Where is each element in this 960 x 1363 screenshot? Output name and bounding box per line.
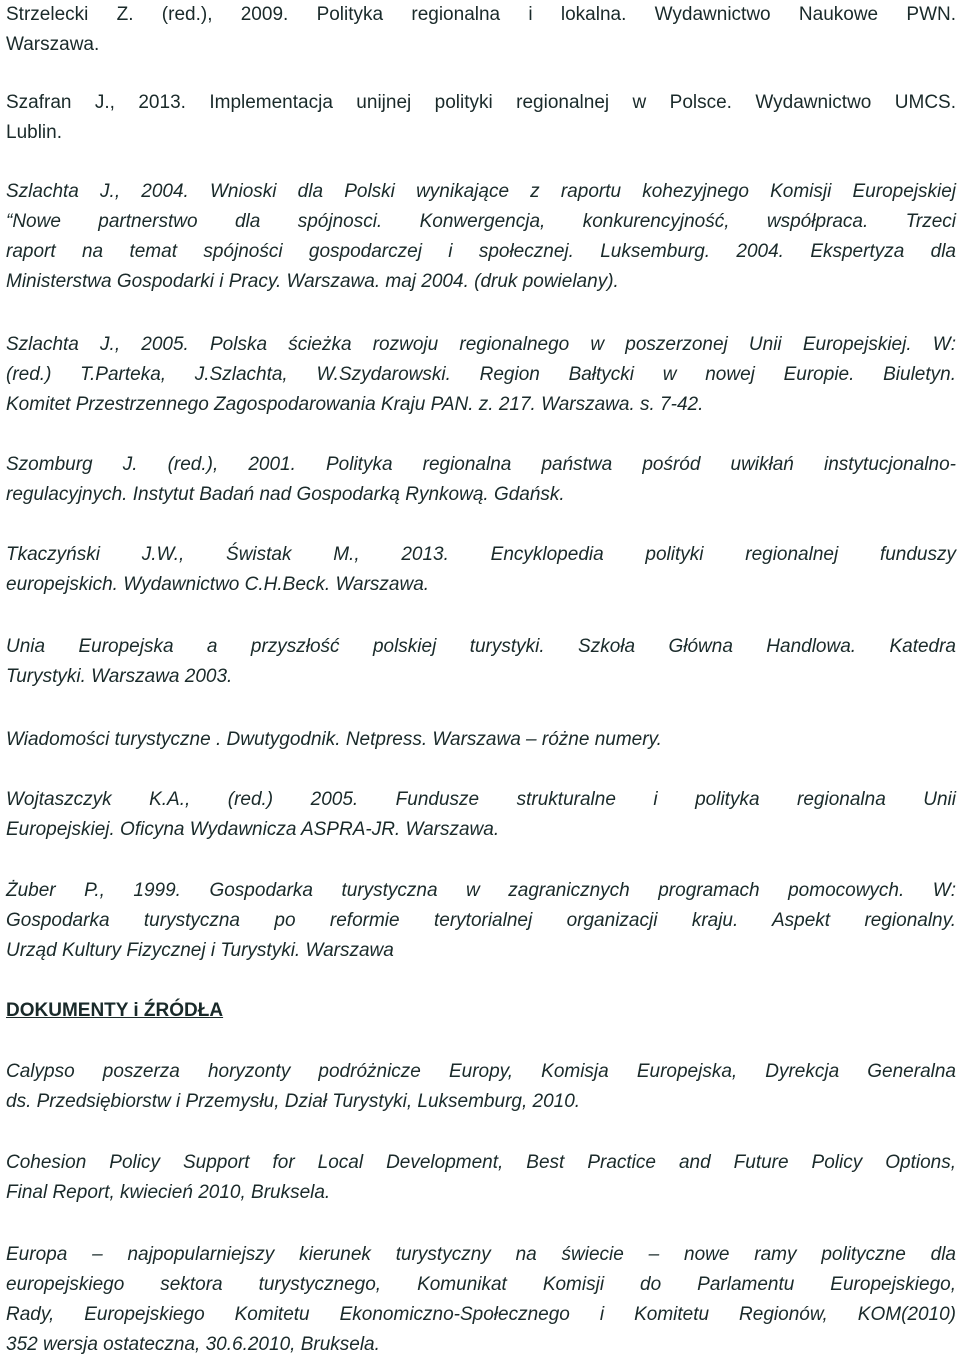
- reference-line: Unia Europejska a przyszłość polskiej turystyki. Szkoła Główna Handlowa. Katedra: [6, 636, 956, 657]
- reference-line: Europejskiej. Oficyna Wydawnicza ASPRA-JR. Warszawa.: [6, 819, 500, 840]
- reference-line: Wiadomości turystyczne . Dwutygodnik. Netpress. Warszawa – różne numery.: [6, 729, 662, 750]
- reference-entry: [6, 632, 956, 692]
- document-line: ds. Przedsiębiorstw i Przemysłu, Dział Turystyki, Luksemburg, 2010.: [6, 1091, 581, 1112]
- reference-line: raport na temat spójności gospodarczej i społecznej. Luksemburg. 2004. Ekspertyza dla: [6, 241, 956, 262]
- reference-line: (red.) T.Parteka, J.Szlachta, W.Szydarowski. Region Bałtycki w nowej Europie. Biuletyn.: [6, 364, 956, 385]
- reference-line: Żuber P., 1999. Gospodarka turystyczna w zagranicznych programach pomocowych. W:: [6, 880, 956, 901]
- document-line: Europa – najpopularniejszy kierunek turystyczny na świecie – nowe ramy polityczne dla: [6, 1244, 956, 1265]
- document-entry: [6, 1148, 956, 1208]
- reference-line: Lublin.: [6, 122, 62, 143]
- document-entry: [6, 1240, 956, 1360]
- reference-entry: [6, 725, 956, 755]
- reference-line: Szomburg J. (red.), 2001. Polityka regionalna państwa pośród uwikłań instytucjonalno-: [6, 454, 956, 475]
- reference-entry: [6, 177, 956, 297]
- document-line: Calypso poszerza horyzonty podróżnicze Europy, Komisja Europejska, Dyrekcja Generalna: [6, 1061, 956, 1082]
- reference-entry: [6, 88, 956, 148]
- reference-line: Ministerstwa Gospodarki i Pracy. Warszawa. maj 2004. (druk powielany).: [6, 271, 619, 292]
- reference-line: “Nowe partnerstwo dla spójnosci. Konwergencja, konkurencyjność, współpraca. Trzeci: [6, 211, 956, 232]
- section-heading: [6, 996, 956, 1026]
- document-entry: [6, 1057, 956, 1117]
- document-line: europejskiego sektora turystycznego, Komunikat Komisji do Parlamentu Europejskiego,: [6, 1274, 956, 1295]
- document-line: Final Report, kwiecień 2010, Bruksela.: [6, 1182, 331, 1203]
- section-heading-text: DOKUMENTY i ŹRÓDŁA: [6, 1000, 224, 1021]
- reference-entry: [6, 876, 956, 966]
- document-line: Rady, Europejskiego Komitetu Ekonomiczno-Społecznego i Komitetu Regionów, KOM(2010): [6, 1304, 956, 1325]
- reference-entry: [6, 540, 956, 600]
- reference-line: Szafran J., 2013. Implementacja unijnej polityki regionalnej w Polsce. Wydawnictwo UMCS.: [6, 92, 956, 113]
- reference-line: Turystyki. Warszawa 2003.: [6, 666, 233, 687]
- reference-line: europejskich. Wydawnictwo C.H.Beck. Warszawa.: [6, 574, 430, 595]
- reference-line: Gospodarka turystyczna po reformie terytorialnej organizacji kraju. Aspekt regionalny.: [6, 910, 956, 931]
- reference-line: Tkaczyński J.W., Świstak M., 2013. Encyklopedia polityki regionalnej funduszy: [6, 544, 956, 565]
- reference-entry: [6, 0, 956, 60]
- reference-line: Urząd Kultury Fizycznej i Turystyki. Warszawa: [6, 940, 394, 961]
- reference-line: Wojtaszczyk K.A., (red.) 2005. Fundusze strukturalne i polityka regionalna Unii: [6, 789, 956, 810]
- reference-line: Strzelecki Z. (red.), 2009. Polityka regionalna i lokalna. Wydawnictwo Naukowe PWN.: [6, 4, 956, 25]
- reference-line: Szlachta J., 2004. Wnioski dla Polski wynikające z raportu kohezyjnego Komisji Europejskiej: [6, 181, 956, 202]
- reference-entry: [6, 785, 956, 845]
- reference-line: Szlachta J., 2005. Polska ścieżka rozwoju regionalnego w poszerzonej Unii Europejskiej. W:: [6, 334, 956, 355]
- reference-entry: [6, 330, 956, 420]
- reference-line: regulacyjnych. Instytut Badań nad Gospodarką Rynkową. Gdańsk.: [6, 484, 565, 505]
- document-line: Cohesion Policy Support for Local Development, Best Practice and Future Policy Options,: [6, 1152, 956, 1173]
- document-line: 352 wersja ostateczna, 30.6.2010, Bruksela.: [6, 1334, 380, 1355]
- reference-line: Warszawa.: [6, 34, 100, 55]
- reference-line: Komitet Przestrzennego Zagospodarowania Kraju PAN. z. 217. Warszawa. s. 7-42.: [6, 394, 704, 415]
- reference-entry: [6, 450, 956, 510]
